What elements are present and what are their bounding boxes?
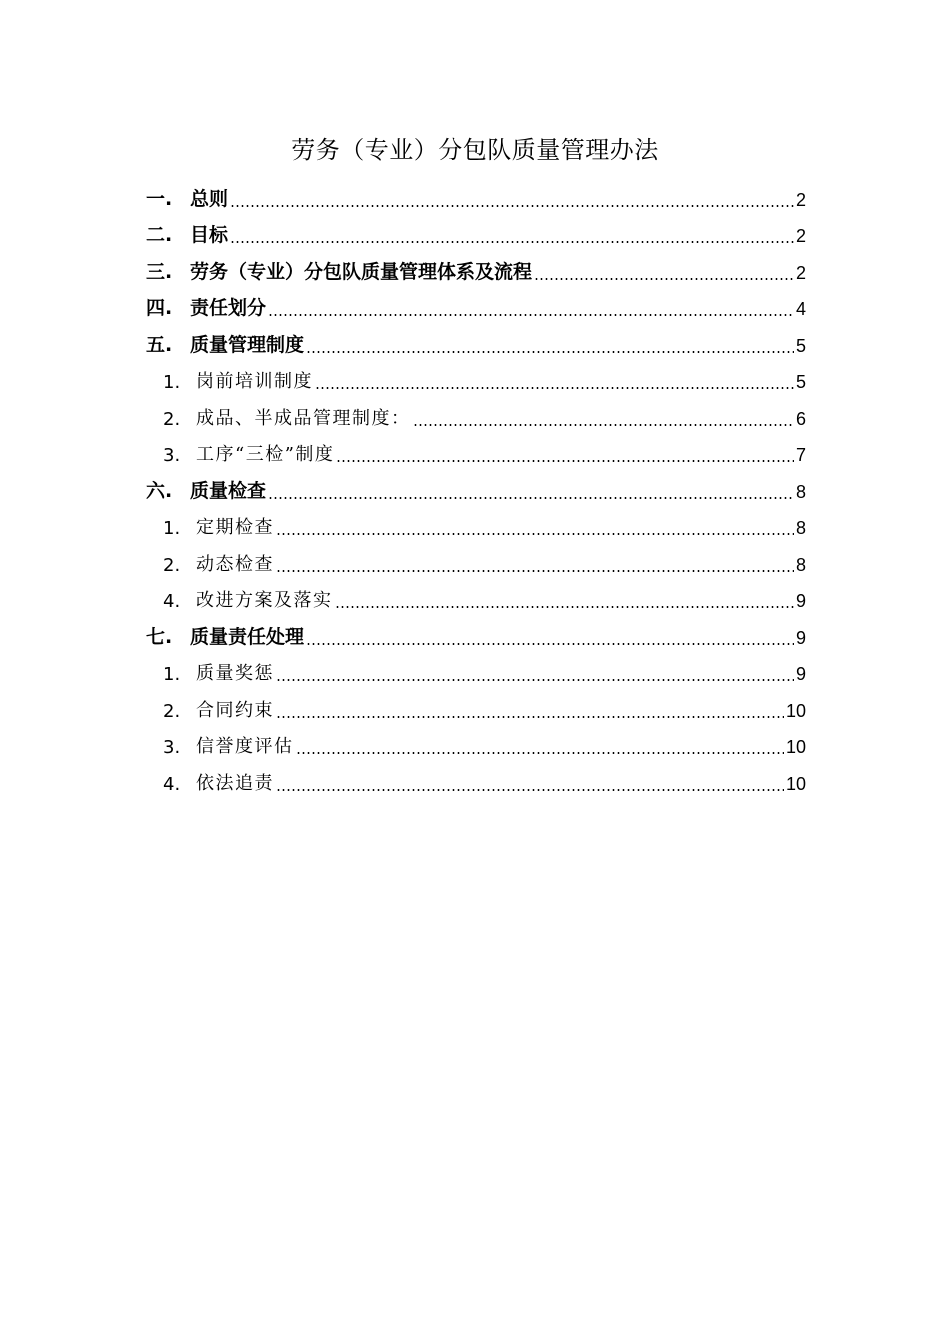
toc-dot-leader xyxy=(413,424,794,426)
toc-entry-page: 4 xyxy=(795,299,806,319)
toc-entry-page: 2 xyxy=(795,226,806,246)
toc-dot-leader xyxy=(276,533,794,535)
toc-entry-text: 劳务（专业）分包队质量管理体系及流程 xyxy=(190,260,533,283)
toc-dot-leader xyxy=(315,387,794,389)
toc-entry-number: 三. xyxy=(146,260,173,283)
toc-entry-number: 3. xyxy=(163,445,181,466)
toc-entry-number: 五. xyxy=(146,333,173,356)
toc-entry-text: 信誉度评估 xyxy=(196,736,294,757)
toc-entry-text: 合同约束 xyxy=(196,699,274,721)
toc-entry-text: 质量检查 xyxy=(190,479,267,502)
toc-dot-leader xyxy=(296,752,784,754)
toc-entry-number: 一. xyxy=(146,187,173,210)
toc-entry-number: 1. xyxy=(163,518,181,539)
toc-entry-text: 责任划分 xyxy=(190,297,267,319)
toc-entry-number: 2. xyxy=(163,554,181,576)
toc-entry-text: 质量奖惩 xyxy=(196,663,274,684)
toc-entry-page: 8 xyxy=(795,518,806,538)
toc-entry-number: 2. xyxy=(163,408,181,430)
toc-subentry-rewards[interactable] xyxy=(146,655,806,692)
toc-entry-text: 动态检查 xyxy=(196,553,274,575)
toc-entry-page: 2 xyxy=(795,189,806,210)
toc-dot-leader xyxy=(276,716,784,718)
toc-entry-page: 9 xyxy=(795,591,806,611)
toc-subentry-dynamic-check[interactable] xyxy=(146,545,806,582)
toc-subentry-legal[interactable] xyxy=(146,764,806,801)
toc-dot-leader xyxy=(534,278,794,280)
toc-entry-page: 9 xyxy=(795,664,806,684)
toc-entry-number: 4. xyxy=(163,591,181,612)
toc-entry-text: 岗前培训制度 xyxy=(196,371,313,392)
toc-entry-text: 工序“三检”制度 xyxy=(196,444,335,465)
toc-subentry-credibility[interactable] xyxy=(146,728,806,765)
toc-dot-leader xyxy=(268,497,794,499)
toc-entry-text: 质量责任处理 xyxy=(190,625,305,648)
toc-entry-number: 四. xyxy=(146,297,173,319)
toc-entry-page: 6 xyxy=(795,408,806,429)
table-of-contents xyxy=(146,180,806,801)
toc-entry-page: 8 xyxy=(795,554,806,575)
toc-entry-responsibility[interactable] xyxy=(146,290,806,327)
toc-entry-page: 9 xyxy=(795,627,806,648)
toc-entry-number: 4. xyxy=(163,773,181,795)
toc-entry-number: 2. xyxy=(163,700,181,722)
toc-entry-number: 1. xyxy=(163,664,181,685)
toc-entry-quality-rules[interactable] xyxy=(146,326,806,363)
toc-entry-goals[interactable] xyxy=(146,217,806,254)
toc-dot-leader xyxy=(230,205,794,207)
toc-entry-number: 1. xyxy=(163,372,181,393)
toc-entry-number: 3. xyxy=(163,737,181,758)
toc-subentry-three-checks[interactable] xyxy=(146,436,806,473)
document-title: 劳务（专业）分包队质量管理办法 xyxy=(291,136,659,164)
toc-entry-text: 改进方案及落实 xyxy=(196,590,333,611)
toc-entry-text: 质量管理制度 xyxy=(190,333,305,356)
toc-subentry-contract[interactable] xyxy=(146,691,806,728)
toc-subentry-improvement[interactable] xyxy=(146,582,806,619)
toc-subentry-training[interactable] xyxy=(146,363,806,400)
toc-entry-number: 六. xyxy=(146,479,173,502)
toc-entry-liability[interactable] xyxy=(146,618,806,655)
toc-entry-text: 依法追责 xyxy=(196,772,274,794)
toc-dot-leader xyxy=(335,606,794,608)
toc-dot-leader xyxy=(306,643,794,645)
toc-entry-management-system[interactable] xyxy=(146,253,806,290)
toc-entry-text: 总则 xyxy=(190,187,229,210)
toc-entry-page: 8 xyxy=(795,481,806,502)
toc-entry-quality-inspection[interactable] xyxy=(146,472,806,509)
toc-entry-page: 10 xyxy=(785,737,806,757)
toc-dot-leader xyxy=(276,679,794,681)
toc-entry-number: 二. xyxy=(146,224,173,246)
toc-entry-page: 2 xyxy=(795,262,806,283)
toc-dot-leader xyxy=(276,789,784,791)
toc-entry-text: 目标 xyxy=(190,224,229,246)
toc-entry-page: 10 xyxy=(785,700,806,721)
toc-dot-leader xyxy=(276,570,794,572)
toc-dot-leader xyxy=(336,460,794,462)
toc-entry-text: 成品、半成品管理制度： xyxy=(196,407,411,429)
toc-entry-number: 七. xyxy=(146,625,173,648)
toc-dot-leader xyxy=(230,241,794,243)
toc-subentry-products[interactable] xyxy=(146,399,806,436)
toc-entry-page: 5 xyxy=(795,335,806,356)
toc-entry-page: 10 xyxy=(785,773,806,794)
toc-entry-page: 7 xyxy=(795,445,806,465)
toc-entry-page: 5 xyxy=(795,372,806,392)
toc-dot-leader xyxy=(268,314,794,316)
toc-entry-text: 定期检查 xyxy=(196,517,274,538)
toc-subentry-periodic-check[interactable] xyxy=(146,509,806,546)
toc-dot-leader xyxy=(306,351,794,353)
toc-entry-general[interactable] xyxy=(146,180,806,217)
